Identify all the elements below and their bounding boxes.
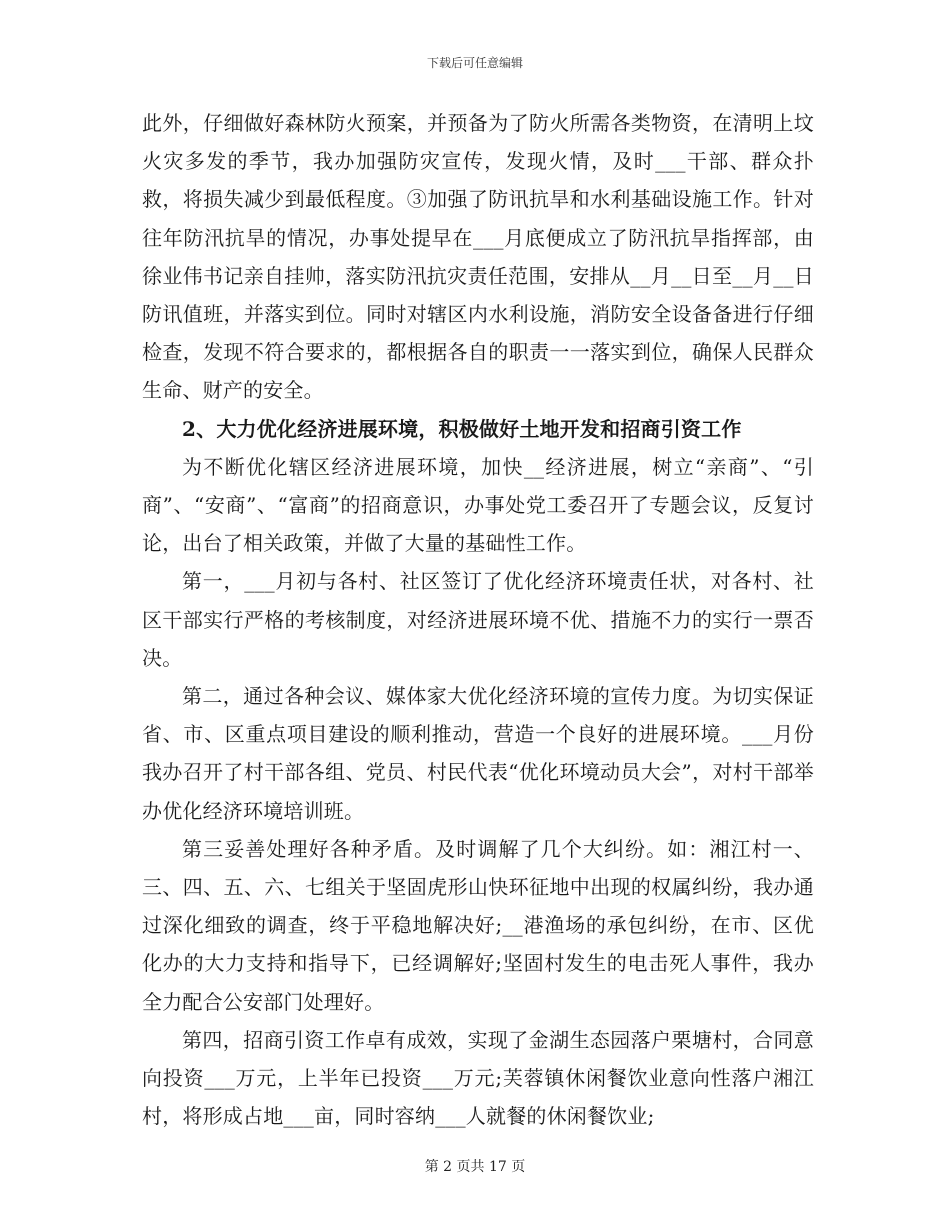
paragraph-second: 第二，通过各种会议、媒体家大优化经济环境的宣传力度。为切实保证省、市、区重点项目建设的顺利推动，营造一个良好的进展环境。___月份我办召开了村干部各组、党员、村民代表“优化环境动员大会”，对村干部举办优化经济环境培训班。 [142,684,814,823]
paragraph-third: 第三妥善处理好各种矛盾。及时调解了几个大纠纷。如：湘江村一、三、四、五、六、七组关于坚固虎形山快环征地中出现的权属纠纷，我办通过深化细致的调查，终于平稳地解决好;__港渔场的承包纠纷，在市、区优化办的大力支持和指导下，已经调解好;坚固村发生的电击死人事件，我办全力配合公安部门处理好。 [142,836,814,1014]
paragraph-intro-environment: 为不断优化辖区经济进展环境，加快__经济进展，树立“亲商”、“引商”、“安商”、“富商”的招商意识，办事处党工委召开了专题会议，反复讨论，出台了相关政策，并做了大量的基础性工作。 [142,454,814,556]
section-heading-2: 2、大力优化经济进展环境，积极做好土地开发和招商引资工作 [182,416,742,441]
paragraph-first: 第一，___月初与各村、社区签订了优化经济环境责任状，对各村、社区干部实行严格的考核制度，对经济进展环境不优、措施不力的实行一票否决。 [142,569,814,670]
page-footer: 第 2 页共 17 页 [424,1159,526,1175]
paragraph-fire-prevention: 此外，仔细做好森林防火预案，并预备为了防火所需各类物资，在清明上坟火灾多发的季节，我办加强防灾宣传，发现火情，及时___干部、群众扑救，将损失减少到最低程度。③加强了防讯抗旱和水利基础设施工作。针对往年防汛抗旱的情况，办事处提早在___月底便成立了防汛抗旱指挥部，由徐业伟书记亲自挂帅，落实防汛抗灾责任范围，安排从__月__日至__月__日防讯值班，并落实到位。同时对辖区内水利设施，消防安全设备备进行仔细检查，发现不符合要求的，都根据各自的职责一一落实到位，确保人民群众生命、财产的安全。 [142,111,814,403]
document-body [142,104,814,1135]
paragraph-fourth: 第四，招商引资工作卓有成效，实现了金湖生态园落户栗塘村，合同意向投资___万元，上半年已投资___万元;芙蓉镇休闲餐饮业意向性落户湘江村，将形成占地___亩，同时容纳___人就餐的休闲餐饮业; [142,1027,814,1129]
header-note: 下载后可任意编辑 [426,56,523,70]
